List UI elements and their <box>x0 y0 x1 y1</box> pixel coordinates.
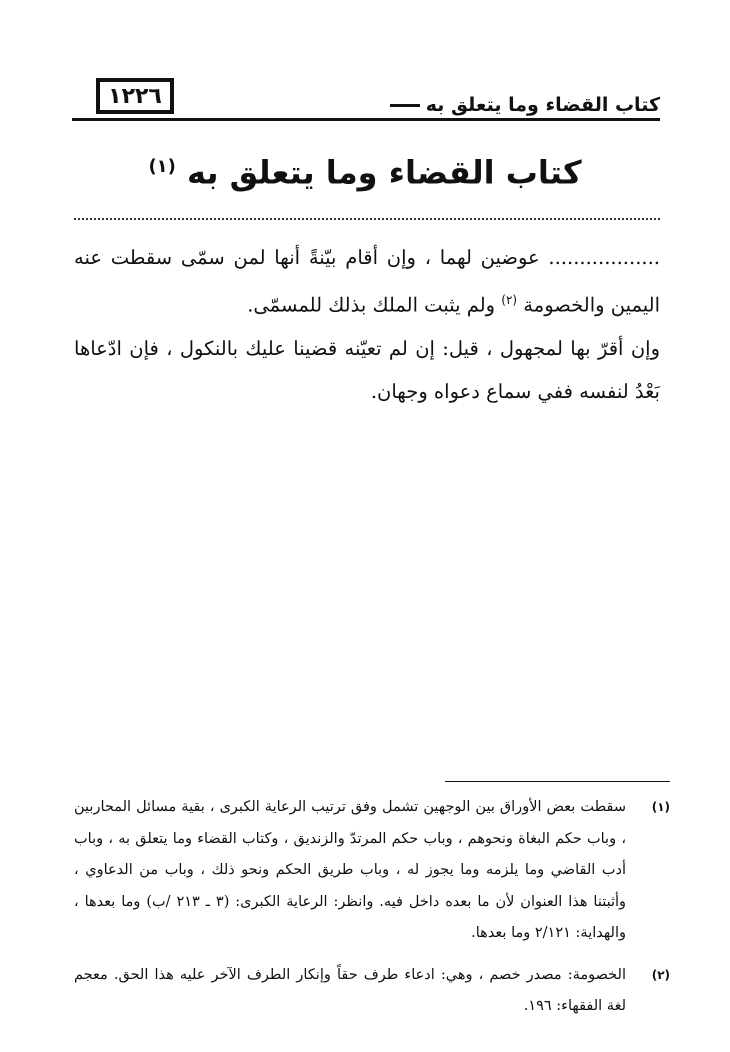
footnote-1 <box>74 792 670 950</box>
chapter-title <box>0 145 730 195</box>
page-number-box <box>96 78 174 114</box>
footnote-1-number: (١) <box>651 800 670 814</box>
chapter-footnote-ref: (١) <box>148 156 176 177</box>
footnote-2 <box>74 960 670 1023</box>
header-dash <box>390 104 420 107</box>
p1-line2-end: ولم يثبت الملك بذلك للمسمّى. <box>247 293 496 317</box>
footnote-separator <box>445 781 670 782</box>
footnote-2-text: الخصومة: مصدر خصم ، وهي: ادعاء طرف حقاً وإنكار الطرف الآخر عليه هذا الحق. معجم لغة الفقهاء: ١٩٦. <box>74 966 626 1014</box>
footnote-1-text: سقطت بعض الأوراق بين الوجهين تشمل وفق ترتيب الرعاية الكبرى ، بقية مسائل المحاربين ، وباب حكم البغاة ونحوهم ، وباب حكم المرتدّ والزنديق ، وكتاب القضاء وما يتعلق به ، وباب أدب القاضي وما يلزمه وما يجوز له ، وباب طريق الحكم ونحو ذلك ، وباب من الدعاوي ، وأثبتنا هذا العنوان لأن ما بعده داخل فيه. وانظر: الرعاية الكبرى: (٣ ـ ٢١٣ /ب) وما بعدها ، والهداية: ٢/١٢١ وما بعدها. <box>74 799 627 941</box>
dotted-separator <box>74 218 660 220</box>
running-header <box>390 94 660 116</box>
body-text <box>74 236 660 413</box>
chapter-title-text: كتاب القضاء وما يتعلق به <box>187 153 582 192</box>
page-number: ١٢٢٦ <box>108 83 162 109</box>
footnote-2-number: (٢) <box>651 967 670 982</box>
p1-footnote-ref: (٢) <box>501 293 518 307</box>
header-rule <box>72 118 660 121</box>
running-header-title: كتاب القضاء وما يتعلق به <box>425 94 660 116</box>
paragraph-1 <box>74 236 660 327</box>
paragraph-2: وإن أقرّ بها لمجهول ، قيل: إن لم تعيّنه قضينا عليك بالنكول ، فإن ادّعاها بَعْدُ لنفسه ففي سماع دعواه وجهان. <box>74 336 660 403</box>
p1-line1: .................. عوضين لهما ، وإن أقام بيّنةً أنها لمن سمّى سقطت عنه اليمين <box>74 246 660 317</box>
footnotes <box>74 792 670 1023</box>
p1-line2-start: والخصومة <box>523 293 605 317</box>
